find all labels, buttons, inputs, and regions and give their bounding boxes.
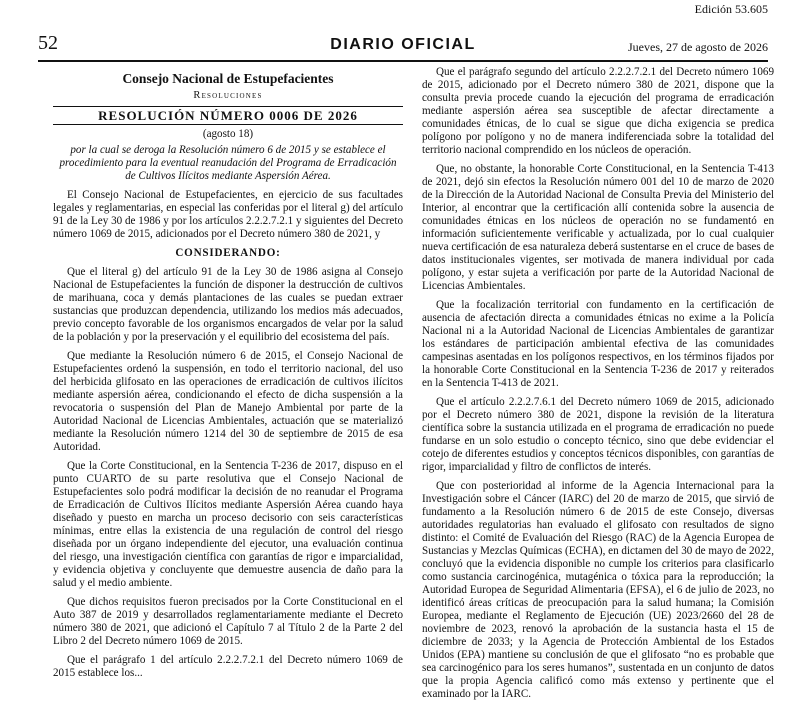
section-heading: Resoluciones — [193, 90, 263, 101]
header-rule — [38, 60, 768, 62]
page-number: 52 — [38, 32, 58, 54]
header-date: Jueves, 27 de agosto de 2026 — [628, 40, 768, 54]
right-column — [422, 66, 774, 700]
paragraph: Que el literal g) del artículo 91 de la Ley 30 de 1986 asigna al Consejo Nacional de Estupefacientes la función de disponer la destrucción de cultivos de marihuana, coca y demás plantaciones de las cuales se puedan extraer sustancias que produzcan dependencia, utilizando los medios más adecuados, previo concepto favorable de los organismos encargados de velar por la salud de la población y por la preservación y el equilibrio del ecosistema del país. — [53, 266, 403, 343]
paragraph: Que dichos requisitos fueron precisados por la Corte Constitucional en el Auto 387 de 2019 y desarrollados reglamentariamente mediante el Decreto número 380 de 2021, que adicionó el Capítulo 7 al Título 2 de la Parte 2 del Libro 2 del Decreto número 1069 de 2015. — [53, 596, 403, 647]
edition-number: Edición 53.605 — [694, 2, 768, 16]
paragraph: Que el parágrafo 1 del artículo 2.2.2.7.2.1 del Decreto número 1069 de 2015 establece los... — [53, 654, 403, 679]
paragraph: Que la focalización territorial con fundamento en la certificación de ausencia de afectación directa a comunidades étnicas no exime a la Policía Nacional ni a la Autoridad Nacional de Licencias Ambientales de garantizar los estándares de participación ambiental efectiva de las comunidades campesinas asentadas en los polígonos respectivos, en los términos fijados por la honorable Corte Constitucional en la Sentencia T-236 de 2017 y reiterados en la Sentencia T-413 de 2021. — [422, 299, 774, 389]
resolution-date: (agosto 18) — [202, 128, 254, 140]
paragraph: Que, no obstante, la honorable Corte Constitucional, en la Sentencia T-413 de 2021, dejó sin efectos la Resolución número 001 del 10 de marzo de 2020 de la Dirección de la Autoridad Nacional de Consulta Previa del Ministerio del Interior, al encontrar que la certificación allí contenida sobre la ausencia de comunidades étnicas en los núcleos de operación no se fundamentó en información suficientemente verificable y actualizada, por lo cual cualquier nueva certificación de esa naturaleza deberá sustentarse en el cruce de bases de datos institucionales vigentes, ser motivada de manera individual por cada polígono, y estar sujeta a verificación por parte de la Autoridad Nacional de Licencias Ambientales. — [422, 163, 774, 292]
resolution-title: RESOLUCIÓN NÚMERO 0006 DE 2026 — [53, 106, 403, 125]
left-column — [53, 66, 403, 679]
intro-paragraph: El Consejo Nacional de Estupefacientes, en ejercicio de sus facultades legales y reglamentarias, en especial las conferidas por el literal g) del artículo 91 de la Ley 30 de 1986 y por los artículos 2.2.2.7.2.1 y siguientes del Decreto número 1069 de 2015, adicionados por el Decreto número 380 de 2021, y — [53, 189, 403, 240]
institution-heading: Consejo Nacional de Estupefacientes — [122, 71, 334, 86]
paragraph: Que el artículo 2.2.2.7.6.1 del Decreto número 1069 de 2015, adicionado por el Decreto número 380 de 2021, dispone la revisión de la literatura científica sobre la sustancia utilizada en el programa de erradicación no puede fundarse en un solo estudio o concepto técnico, sino que debe evidenciar el cotejo de diferentes estudios y conceptos técnicos disponibles, con garantías de rigor, imparcialidad y filtro de conflictos de interés. — [422, 396, 774, 473]
paragraph: Que mediante la Resolución número 6 de 2015, el Consejo Nacional de Estupefacientes ordenó la suspensión, en todo el territorio nacional, del uso del herbicida glifosato en las operaciones de erradicación de cultivos ilícitos mediante aspersión aérea, condicionando el efecto de dicha suspensión a la revocatoria o suspensión del Plan de Manejo Ambiental por parte de la Autoridad Nacional de Licencias Ambientales, actuación que se materializó mediante la Resolución número 1214 del 30 de septiembre de 2015 de esa Autoridad. — [53, 350, 403, 453]
paragraph: Que el parágrafo segundo del artículo 2.2.2.7.2.1 del Decreto número 1069 de 2015, adicionado por el Decreto número 380 de 2021, dispone que la consulta previa procede cuando la ejecución del programa de erradicación mediante aspersión aérea sea susceptible de afectar directamente a comunidades étnicas, de lo cual se sigue que dicha exigencia se predica polígono por polígono y no de manera indiferenciada sobre la totalidad del territorio nacional comprendido en los núcleos de operación. — [422, 66, 774, 156]
paragraph: Que la Corte Constitucional, en la Sentencia T-236 de 2017, dispuso en el punto CUARTO de su parte resolutiva que el Consejo Nacional de Estupefacientes solo podrá modificar la decisión de no reanudar el Programa de Erradicación de Cultivos Ilícitos mediante Aspersión Aérea cuando haya diseñado y puesto en marcha un proceso decisorio con seis características mínimas, entre ellas la existencia de una regulación de control del riesgo diseñada por un órgano independiente del ejecutor, una evaluación continua del riesgo, una investigación científica con garantías de rigor e imparcialidad, y evidencia objetiva y concluyente que demuestre ausencia de daño para la salud y el medio ambiente. — [53, 460, 403, 589]
masthead: DIARIO OFICIAL — [330, 36, 476, 53]
paragraph: Que con posterioridad al informe de la Agencia Internacional para la Investigación sobre el Cáncer (IARC) del 20 de marzo de 2015, que sirvió de fundamento a la Resolución número 6 de 2015 de este Consejo, diversas autoridades regulatorias han evaluado el glifosato con resultados de signo distinto: el Comité de Evaluación del Riesgo (RAC) de la Agencia Europea de Sustancias y Mezclas Químicas (ECHA), en dictamen del 30 de mayo de 2022, concluyó que la evidencia disponible no cumple los criterios para clasificarlo como sustancia carcinogénica, mutagénica o tóxica para la reproducción; la Autoridad Europea de Seguridad Alimentaria (EFSA), el 6 de julio de 2023, no identificó áreas críticas de preocupación para la salud humana; la Comisión Europea, mediante el Reglamento de Ejecución (UE) 2023/2660 del 28 de noviembre de 2023, renovó la aprobación de la sustancia hasta el 15 de diciembre de 2033; y la Agencia de Protección Ambiental de los Estados Unidos (EPA) mantiene su conclusión de que el glifosato “no es probable que sea carcinogénico para los seres humanos”, sustentada en un conjunto de datos que la propia Agencia calificó como más extenso y pertinente que el examinado por la IARC. — [422, 480, 774, 700]
resolution-summary: por la cual se deroga la Resolución número 6 de 2015 y se establece el procedimiento para la eventual reanudación del Programa de Erradicación de Cultivos Ilícitos mediante Aspersión Aérea. — [59, 144, 397, 182]
considering-heading: CONSIDERANDO: — [175, 247, 281, 259]
